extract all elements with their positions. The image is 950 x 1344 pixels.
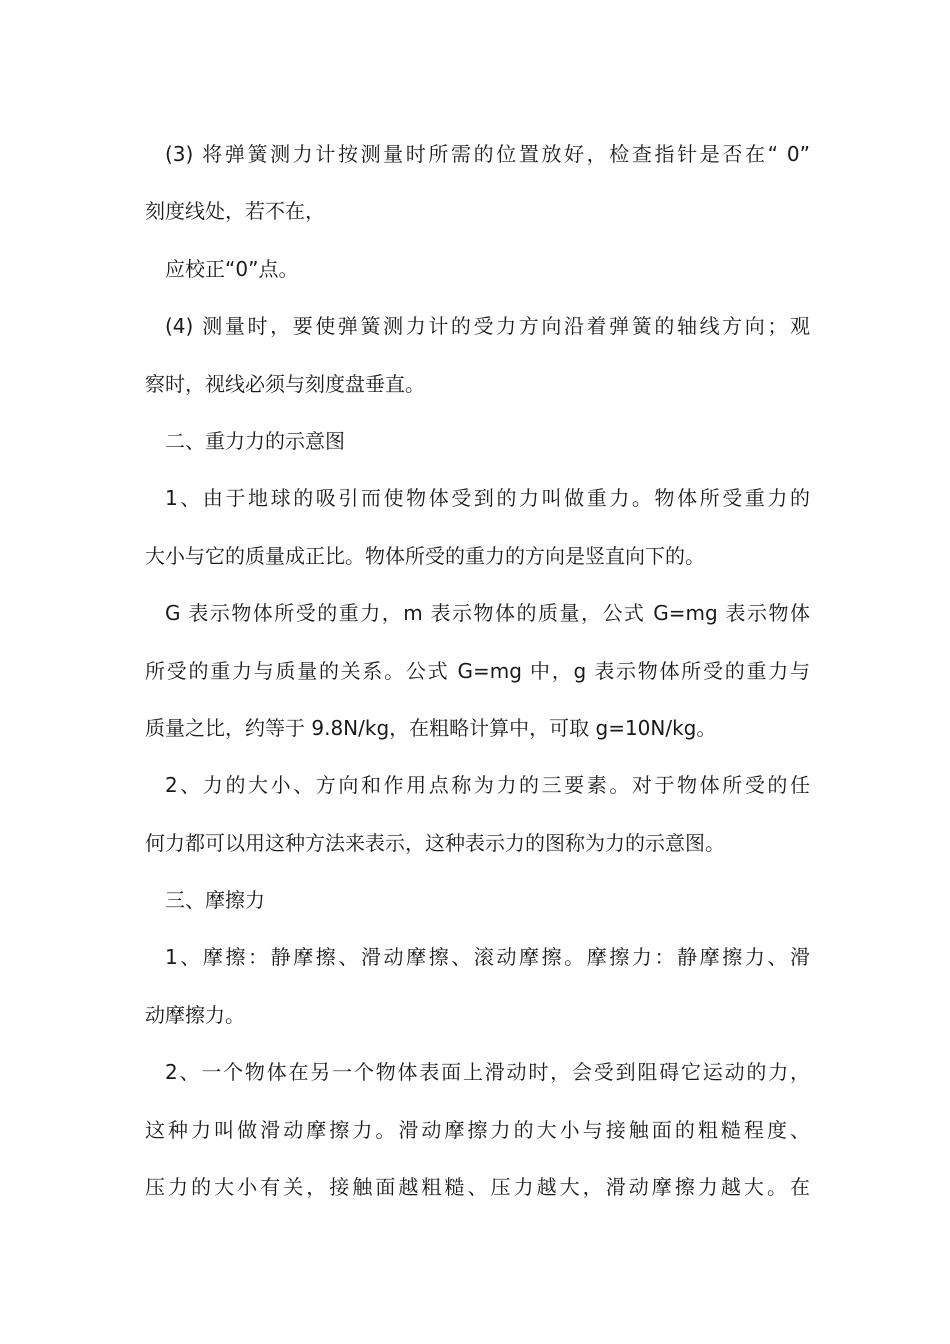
paragraph-line: 这种力叫做滑动摩擦力。滑动摩擦力的大小与接触面的粗糙程度、 bbox=[145, 1117, 810, 1142]
paragraph-line: 质量之比，约等于 9.8N/kg，在粗略计算中，可取 g=10N/kg。 bbox=[145, 715, 717, 740]
section-heading: 三、摩擦力 bbox=[165, 888, 265, 913]
paragraph-line: 1、摩擦：静摩擦、滑动摩擦、滚动摩擦。摩擦力：静摩擦力、滑 bbox=[165, 945, 810, 970]
paragraph-line: 所受的重力与质量的关系。公式 G=mg 中，g 表示物体所受的重力与 bbox=[145, 658, 810, 683]
document-body bbox=[145, 126, 810, 1216]
paragraph-line: 2、力的大小、方向和作用点称为力的三要素。对于物体所受的任 bbox=[165, 773, 810, 798]
paragraph-line: (3) 将弹簧测力计按测量时所需的位置放好，检查指针是否在“ 0” bbox=[165, 142, 810, 166]
section-heading: 二、重力力的示意图 bbox=[165, 428, 345, 453]
paragraph-line: 察时，视线必须与刻度盘垂直。 bbox=[145, 371, 425, 396]
paragraph-line: G 表示物体所受的重力，m 表示物体的质量，公式 G=mg 表示物体 bbox=[165, 601, 810, 626]
paragraph-line: 1、由于地球的吸引而使物体受到的力叫做重力。物体所受重力的 bbox=[165, 486, 810, 511]
paragraph-line: (4) 测量时，要使弹簧测力计的受力方向沿着弹簧的轴线方向；观 bbox=[165, 314, 810, 339]
paragraph-line: 刻度线处，若不在， bbox=[145, 199, 325, 224]
paragraph-line: 应校正“0”点。 bbox=[165, 256, 299, 281]
paragraph-line: 2、一个物体在另一个物体表面上滑动时，会受到阻碍它运动的力， bbox=[165, 1060, 810, 1085]
paragraph-line: 何力都可以用这种方法来表示，这种表示力的图称为力的示意图。 bbox=[145, 830, 725, 855]
paragraph-line: 动摩擦力。 bbox=[145, 1002, 245, 1027]
paragraph-line: 大小与它的质量成正比。物体所受的重力的方向是竖直向下的。 bbox=[145, 543, 705, 568]
paragraph-line: 压力的大小有关，接触面越粗糙、压力越大，滑动摩擦力越大。在 bbox=[145, 1175, 810, 1200]
